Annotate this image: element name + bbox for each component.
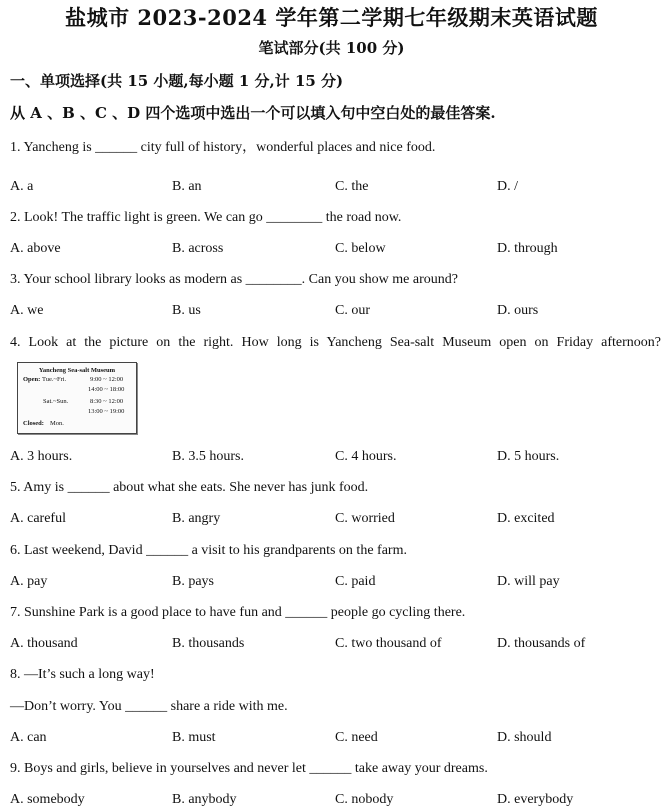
option-b: B. us	[172, 303, 201, 318]
option-c: C. two thousand of	[335, 636, 442, 651]
question-stem-reply: —Don’t worry. You ______ share a ride with me.	[10, 699, 288, 714]
museum-sign-title: Yancheng Sea-salt Museum	[38, 367, 116, 374]
option-c: C. worried	[335, 511, 395, 526]
option-d: D. will pay	[497, 574, 560, 589]
option-c: C. below	[335, 241, 386, 256]
option-a: A. we	[10, 303, 44, 318]
page-title: 盐城市 2023-2024 学年第二学期七年级期末英语试题	[65, 5, 598, 30]
option-b: B. 3.5 hours.	[172, 449, 244, 464]
option-a: A. careful	[10, 511, 66, 526]
option-a: A. somebody	[10, 792, 85, 807]
option-d: D. should	[497, 730, 552, 745]
page-subtitle: 笔试部分(共 100 分)	[258, 39, 405, 57]
option-b: B. pays	[172, 574, 214, 589]
option-b: B. thousands	[172, 636, 245, 651]
weekday-time: 9:00 ~ 12:00	[90, 376, 124, 383]
option-b: B. anybody	[172, 792, 237, 807]
option-b: B. an	[172, 179, 202, 194]
option-c: C. nobody	[335, 792, 394, 807]
museum-sign-image	[17, 362, 137, 434]
question-stem: 4. Look at the picture on the right. How long is Yancheng Sea-salt Museum open on Friday afternoon?	[10, 335, 661, 350]
weekday-label: Tue.~Fri.	[42, 376, 67, 383]
option-a: A. a	[10, 179, 34, 194]
option-b: B. across	[172, 241, 224, 256]
option-c: C. our	[335, 303, 370, 318]
option-a: A. thousand	[10, 636, 78, 651]
option-d: D. through	[497, 241, 558, 256]
question-stem: 1. Yancheng is ______ city full of history，wonderful places and nice food.	[10, 140, 436, 155]
option-b: B. angry	[172, 511, 221, 526]
open-label: Open:	[23, 376, 41, 383]
option-d: D. thousands of	[497, 636, 586, 651]
weekday-time: 14:00 ~ 18:00	[88, 386, 125, 393]
option-a: A. above	[10, 241, 61, 256]
weekend-time: 8:30 ~ 12:00	[90, 398, 124, 405]
option-d: D. 5 hours.	[497, 449, 560, 464]
option-d: D. /	[497, 179, 518, 194]
closed-label: Closed:	[23, 420, 44, 427]
question-stem: 8. —It’s such a long way!	[10, 667, 155, 682]
weekend-label: Sat.~Sun.	[43, 398, 69, 405]
option-d: D. excited	[497, 511, 555, 526]
section-instruction: 从 A 、B 、C 、D 四个选项中选出一个可以填入句中空白处的最佳答案.	[10, 104, 496, 122]
section-heading: 一、单项选择(共 15 小题,每小题 1 分,计 15 分)	[10, 72, 344, 90]
option-a: A. can	[10, 730, 47, 745]
question-stem: 6. Last weekend, David ______ a visit to his grandparents on the farm.	[10, 543, 407, 558]
option-d: D. everybody	[497, 792, 574, 807]
option-c: C. 4 hours.	[335, 449, 397, 464]
option-c: C. need	[335, 730, 378, 745]
question-stem: 5. Amy is ______ about what she eats. She never has junk food.	[10, 480, 369, 495]
option-b: B. must	[172, 730, 216, 745]
question-stem: 3. Your school library looks as modern as ________. Can you show me around?	[10, 272, 458, 287]
option-c: C. the	[335, 179, 369, 194]
question-stem: 2. Look! The traffic light is green. We can go ________ the road now.	[10, 210, 402, 225]
option-a: A. 3 hours.	[10, 449, 73, 464]
option-d: D. ours	[497, 303, 539, 318]
question-stem: 9. Boys and girls, believe in yourselves and never let ______ take away your dreams.	[10, 761, 488, 776]
option-c: C. paid	[335, 574, 376, 589]
question-stem: 7. Sunshine Park is a good place to have fun and ______ people go cycling there.	[10, 605, 466, 620]
option-a: A. pay	[10, 574, 48, 589]
closed-day: Mon.	[50, 420, 64, 427]
weekend-time: 13:00 ~ 19:00	[88, 408, 125, 415]
